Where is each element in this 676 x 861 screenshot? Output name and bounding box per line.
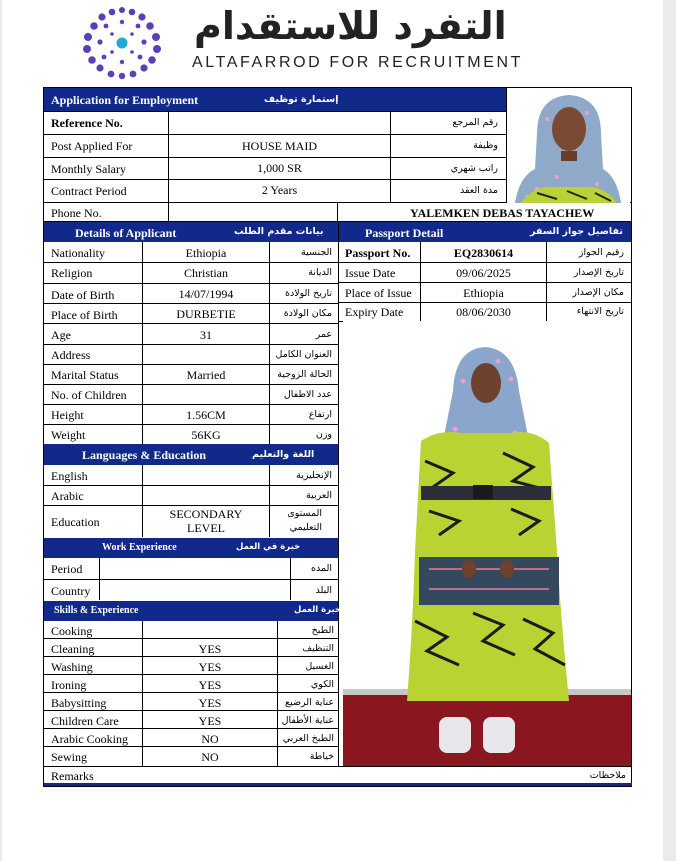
skill-cooking-label-ar: الطبخ (311, 625, 334, 636)
age-label: Age (51, 328, 71, 342)
issue-date-value: 09/06/2025 (456, 266, 511, 280)
nationality-label-ar: الجنسية (301, 247, 332, 258)
remarks-label: Remarks (51, 769, 94, 783)
applicant-name: YALEMKEN DEBAS TAYACHEW (410, 206, 595, 220)
weight-label-ar: وزن (315, 429, 332, 440)
children-label: No. of Children (51, 388, 127, 402)
arabic-label-ar: العربية (306, 490, 332, 501)
logo-english-name: ALTAFARROD FOR RECRUITMENT (192, 54, 524, 71)
passport-title: Passport Detail (365, 226, 444, 240)
issue-date-label-ar: تاريخ الإصدار (573, 267, 624, 278)
skill-arabic-cooking-value: NO (201, 732, 219, 746)
remarks-label-ar: ملاحظات (589, 770, 626, 781)
place-of-issue-label-ar: مكان الإصدار (572, 287, 624, 298)
application-title: Application for Employment (51, 93, 199, 107)
phone-label: Phone No. (51, 206, 102, 220)
religion-label-ar: الديانة (308, 267, 332, 278)
dob-label: Date of Birth (51, 288, 115, 302)
marital-status-value: Married (186, 368, 226, 382)
skill-cleaning-label-ar: التنظيف (302, 643, 334, 654)
reference-label-ar: رقم المرجع (452, 117, 498, 128)
country-label: Country (51, 584, 91, 598)
height-value: 1.56CM (186, 408, 226, 422)
post-applied-value: HOUSE MAID (242, 139, 317, 153)
skill-arabic-cooking-label: Arabic Cooking (51, 732, 128, 746)
skill-children-care-label: Children Care (51, 714, 119, 728)
place-of-birth-label: Place of Birth (51, 308, 118, 322)
bottom-bar (44, 783, 632, 786)
education-label-ar-2: التعليمي (289, 522, 322, 533)
dob-value: 14/07/1994 (178, 287, 234, 301)
monthly-salary-value: 1,000 SR (257, 161, 302, 175)
age-value: 31 (200, 328, 212, 342)
skill-children-care-value: YES (198, 714, 222, 728)
weight-label: Weight (51, 428, 86, 442)
skill-children-care-label-ar: عناية الأطفال (281, 715, 334, 726)
marital-status-label: Marital Status (51, 368, 119, 382)
religion-label: Religion (51, 266, 93, 280)
period-label: Period (51, 562, 83, 576)
place-of-issue-label: Place of Issue (345, 286, 412, 300)
work-title: Work Experience (102, 542, 177, 553)
applicant-full-photo (343, 321, 631, 767)
passport-title-ar: تفاصيل جواز السفر (530, 226, 623, 237)
skill-sewing-label-ar: خياطة (309, 751, 334, 762)
children-label-ar: عدد الاطفال (283, 389, 332, 400)
height-label-ar: ارتفاع (308, 409, 332, 420)
expiry-date-label-ar: تاريخ الانتهاء (576, 306, 624, 317)
period-label-ar: المده (311, 563, 332, 574)
skill-babysitting-label-ar: عناية الرضيع (285, 697, 334, 708)
age-label-ar: عمر (315, 329, 332, 340)
skill-washing-value: YES (198, 660, 222, 674)
marital-status-label-ar: الحالة الزوجية (277, 369, 332, 380)
expiry-date-value: 08/06/2030 (456, 305, 511, 319)
post-applied-label: Post Applied For (51, 139, 133, 153)
expiry-date-label: Expiry Date (345, 305, 404, 319)
nationality-label: Nationality (51, 246, 105, 260)
weight-value: 56KG (191, 428, 221, 442)
education-value-line2: LEVEL (187, 521, 225, 535)
dob-label-ar: تاريخ الولادة (285, 288, 332, 299)
height-label: Height (51, 408, 84, 422)
skill-washing-label-ar: الغسيل (305, 661, 334, 672)
address-label-ar: العنوان الكامل (275, 349, 332, 360)
skill-babysitting-label: Babysitting (51, 696, 107, 710)
place-of-issue-value: Ethiopia (463, 286, 504, 300)
skill-ironing-label-ar: الكوي (310, 679, 334, 690)
application-title-ar: إستمارة توظيف (264, 94, 339, 105)
skill-cooking-label: Cooking (51, 624, 93, 638)
skill-washing-label: Washing (51, 660, 93, 674)
post-applied-label-ar: وظيفة (473, 140, 498, 151)
passport-no-value: EQ2830614 (453, 246, 514, 260)
place-of-birth-label-ar: مكان الولادة (283, 308, 332, 319)
country-label-ar: البلد (315, 585, 332, 596)
skill-ironing-label: Ironing (51, 678, 87, 692)
place-of-birth-value: DURBETIE (176, 307, 236, 321)
education-label-ar-1: المستوى (287, 508, 322, 519)
skill-cleaning-label: Cleaning (51, 642, 95, 656)
skills-title: Skills & Experience (54, 605, 139, 616)
contract-period-label-ar: مدة العقد (460, 185, 498, 196)
religion-value: Christian (184, 266, 228, 280)
applicant-portrait (507, 89, 630, 203)
skill-cleaning-value: YES (198, 642, 222, 656)
application-sheet (2, 0, 663, 861)
education-value-line1: SECONDARY (169, 507, 243, 521)
arabic-label: Arabic (51, 489, 84, 503)
english-label-ar: الإنجليزية (296, 470, 332, 481)
skills-title-ar: خبرة العمل (294, 605, 342, 615)
passport-no-label-ar: رقيم الجواز (578, 247, 624, 258)
details-title: Details of Applicant (75, 226, 177, 240)
logo-arabic-name: التفرد للاستقدام (194, 4, 507, 48)
languages-title: Languages & Education (82, 448, 207, 462)
work-title-ar: خبرة في العمل (236, 542, 301, 552)
nationality-value: Ethiopia (185, 246, 227, 260)
skill-babysitting-value: YES (198, 696, 222, 710)
reference-label: Reference No. (51, 116, 123, 130)
languages-title-ar: اللغة والتعليم (252, 449, 315, 460)
skill-sewing-value: NO (201, 750, 219, 764)
details-title-ar: بيانات مقدم الطلب (234, 226, 324, 237)
address-label: Address (51, 348, 91, 362)
education-label: Education (51, 515, 100, 529)
skill-sewing-label: Sewing (51, 750, 87, 764)
passport-no-label: Passport No. (345, 246, 411, 260)
contract-period-label: Contract Period (51, 184, 127, 198)
monthly-salary-label-ar: راتب شهري (450, 163, 498, 174)
skill-ironing-value: YES (198, 678, 222, 692)
company-logo-icon (74, 2, 170, 82)
skill-arabic-cooking-label-ar: الطبخ العربي (282, 733, 334, 744)
contract-period-value: 2 Years (261, 183, 298, 197)
issue-date-label: Issue Date (345, 266, 396, 280)
english-label: English (51, 469, 88, 483)
monthly-salary-label: Monthly Salary (51, 162, 126, 176)
